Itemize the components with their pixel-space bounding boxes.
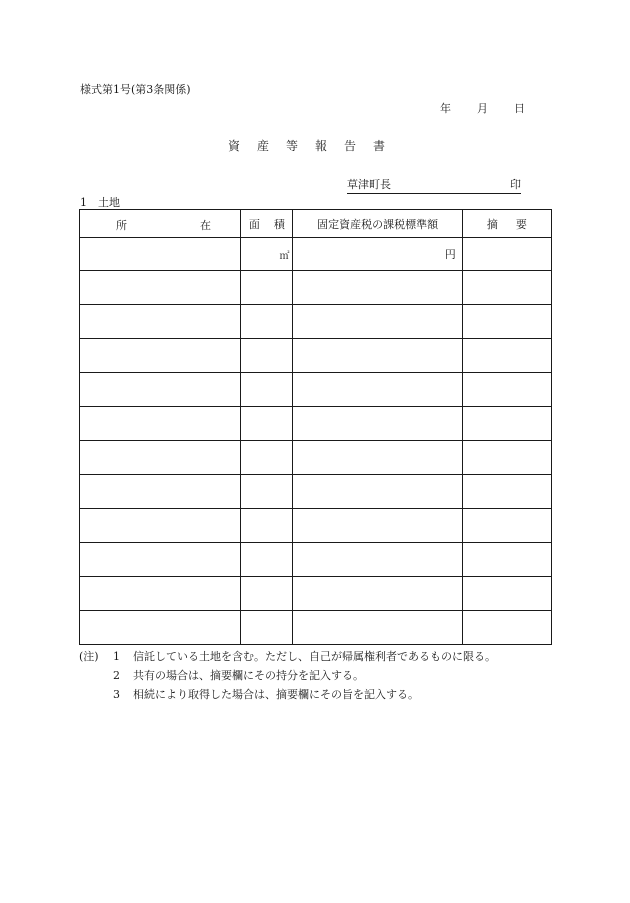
- header-remarks-a: 摘: [486, 217, 498, 231]
- note-number: 2: [113, 669, 120, 682]
- cell-area[interactable]: [241, 271, 293, 305]
- note-text: 相続により取得した場合は、摘要欄にその旨を記入する。: [133, 688, 419, 701]
- notes-label: (注): [79, 650, 99, 663]
- cell-area[interactable]: [241, 441, 293, 475]
- cell-area[interactable]: [241, 373, 293, 407]
- title-char: 産: [257, 139, 270, 153]
- header-location-a: 所: [116, 219, 127, 232]
- cell-remarks[interactable]: [462, 339, 551, 373]
- cell-tax-value[interactable]: [293, 305, 462, 339]
- cell-location[interactable]: [80, 441, 241, 475]
- cell-tax-value[interactable]: [293, 577, 462, 611]
- cell-remarks[interactable]: [462, 509, 551, 543]
- cell-tax-value[interactable]: 円: [293, 238, 462, 271]
- addressee: [347, 176, 521, 194]
- date-day: 日: [514, 102, 525, 115]
- note-text: 信託している土地を含む。ただし、自己が帰属権利者であるものに限る。: [133, 650, 496, 663]
- cell-location[interactable]: [80, 509, 241, 543]
- cell-remarks[interactable]: [462, 475, 551, 509]
- cell-tax-value[interactable]: [293, 373, 462, 407]
- table-row: [80, 407, 552, 441]
- cell-area[interactable]: [241, 475, 293, 509]
- cell-location[interactable]: [80, 339, 241, 373]
- note-number: 1: [113, 650, 120, 663]
- cell-area[interactable]: [241, 577, 293, 611]
- date-line: [440, 100, 525, 116]
- cell-area[interactable]: [241, 611, 293, 645]
- cell-location[interactable]: [80, 407, 241, 441]
- cell-remarks[interactable]: [462, 577, 551, 611]
- title-char: 等: [286, 139, 299, 153]
- cell-area[interactable]: [241, 407, 293, 441]
- addressee-name: 草津町長: [347, 178, 391, 191]
- cell-location[interactable]: [80, 373, 241, 407]
- form-number: 様式第1号(第3条関係): [80, 83, 191, 96]
- cell-remarks[interactable]: [462, 611, 551, 645]
- table-header-row: [80, 210, 552, 238]
- table-row: [80, 475, 552, 509]
- note-item: [113, 667, 364, 683]
- document-title: [228, 137, 402, 154]
- table-row: [80, 509, 552, 543]
- cell-area[interactable]: ㎡: [241, 238, 293, 271]
- cell-remarks[interactable]: [462, 441, 551, 475]
- header-remarks-b: 要: [515, 217, 527, 231]
- cell-tax-value[interactable]: [293, 271, 462, 305]
- header-location: [80, 210, 241, 238]
- note-number: 3: [113, 688, 120, 701]
- date-month: 月: [477, 102, 488, 115]
- header-area-b: 積: [273, 217, 285, 231]
- title-char: 書: [373, 139, 386, 153]
- title-char: 資: [228, 139, 241, 153]
- cell-tax-value[interactable]: [293, 441, 462, 475]
- cell-area[interactable]: [241, 339, 293, 373]
- cell-tax-value[interactable]: [293, 475, 462, 509]
- cell-tax-value[interactable]: [293, 407, 462, 441]
- header-remarks: [462, 210, 551, 238]
- cell-location[interactable]: [80, 577, 241, 611]
- cell-area[interactable]: [241, 305, 293, 339]
- table-row: [80, 441, 552, 475]
- table-row: [80, 543, 552, 577]
- table-row: [80, 271, 552, 305]
- cell-location[interactable]: [80, 238, 241, 271]
- date-year: 年: [440, 102, 451, 115]
- header-area-a: 面: [248, 217, 260, 231]
- note-item: [113, 648, 496, 664]
- cell-location[interactable]: [80, 475, 241, 509]
- cell-tax-value[interactable]: [293, 509, 462, 543]
- cell-remarks[interactable]: [462, 238, 551, 271]
- cell-area[interactable]: [241, 509, 293, 543]
- cell-remarks[interactable]: [462, 407, 551, 441]
- title-char: 告: [344, 139, 357, 153]
- note-item: [113, 686, 419, 702]
- title-char: 報: [315, 139, 328, 153]
- header-location-b: 在: [200, 219, 211, 232]
- cell-tax-value[interactable]: [293, 339, 462, 373]
- note-text: 共有の場合は、摘要欄にその持分を記入する。: [133, 669, 364, 682]
- section-heading: 1 土地: [80, 196, 120, 209]
- cell-tax-value[interactable]: [293, 611, 462, 645]
- cell-location[interactable]: [80, 305, 241, 339]
- table-row: [80, 611, 552, 645]
- cell-location[interactable]: [80, 611, 241, 645]
- cell-remarks[interactable]: [462, 305, 551, 339]
- cell-remarks[interactable]: [462, 271, 551, 305]
- cell-area[interactable]: [241, 543, 293, 577]
- land-table: [79, 209, 552, 645]
- table-row: [80, 373, 552, 407]
- table-row: [80, 339, 552, 373]
- table-row: [80, 238, 552, 271]
- table-row: [80, 577, 552, 611]
- seal-mark: 印: [510, 178, 521, 191]
- cell-remarks[interactable]: [462, 543, 551, 577]
- cell-tax-value[interactable]: [293, 543, 462, 577]
- table-row: [80, 305, 552, 339]
- header-tax-value: 固定資産税の課税標準額: [293, 210, 462, 238]
- cell-location[interactable]: [80, 271, 241, 305]
- cell-location[interactable]: [80, 543, 241, 577]
- cell-remarks[interactable]: [462, 373, 551, 407]
- header-area: [241, 210, 293, 238]
